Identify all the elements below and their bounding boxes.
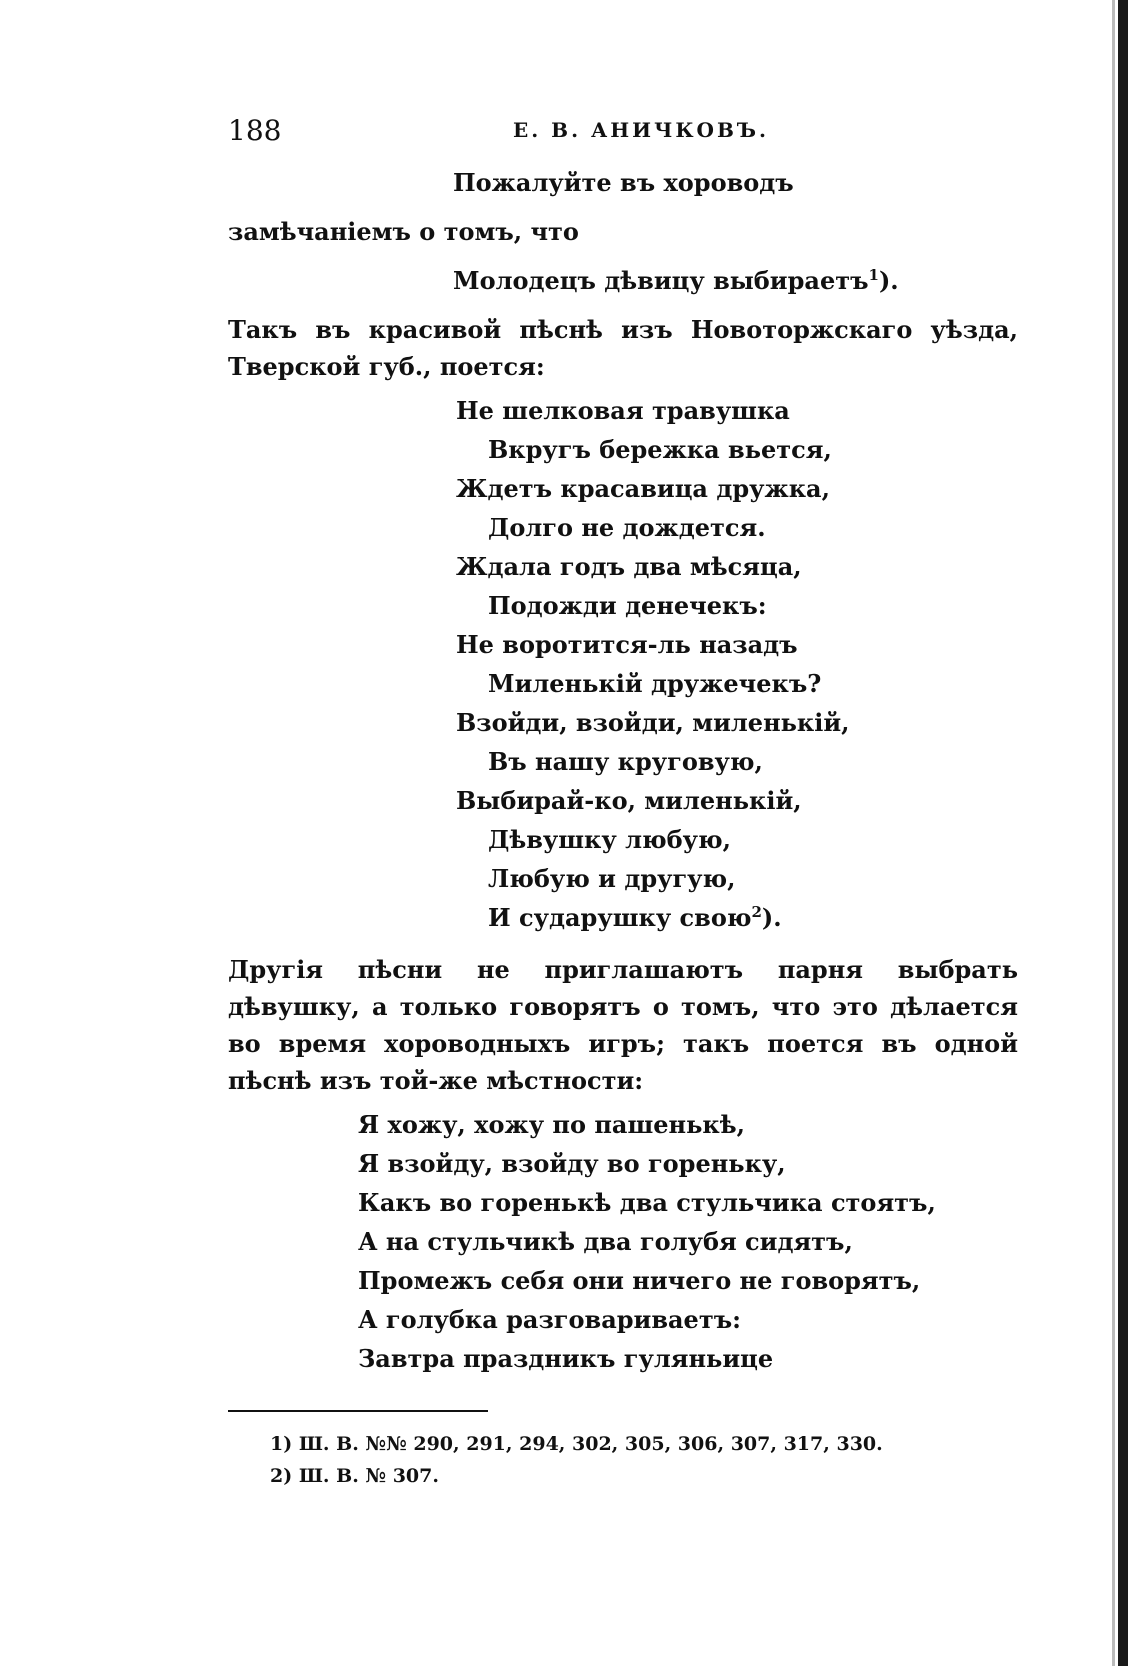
quoted-line-3-text: Молодецъ дѣвицу выбираетъ bbox=[453, 266, 869, 295]
verse-line: А на стульчикѣ два голубя сидятъ, bbox=[358, 1227, 853, 1256]
verse-line: Завтра праздникъ гуляньице bbox=[358, 1344, 774, 1373]
verse-line: Дѣвушку любую, bbox=[488, 825, 731, 854]
verse-line: Долго не дождется. bbox=[488, 513, 766, 542]
text-line-2: замѣчаніемъ о томъ, что bbox=[228, 217, 579, 246]
verse-line: Взойди, взойди, миленькій, bbox=[456, 708, 850, 737]
verse-line-last bbox=[228, 898, 1018, 937]
verse-block-1 bbox=[228, 391, 1018, 937]
paragraph-2: Другія пѣсни не приглашаютъ парня выбрать дѣвушку, а только говорятъ о томъ, что это дѣлается во время хороводныхъ игръ; такъ поется въ одной пѣснѣ изъ той-же мѣстности: bbox=[228, 955, 1018, 1095]
page-content bbox=[228, 112, 1018, 1392]
verse-line: Промежъ себя они ничего не говорятъ, bbox=[358, 1266, 921, 1295]
scan-edge-shadow bbox=[1112, 0, 1115, 1666]
verse-line: Какъ во горенькѣ два стульчика стоятъ, bbox=[358, 1188, 936, 1217]
verse-line: Любую и другую, bbox=[488, 864, 736, 893]
verse-line: А голубка разговариваетъ: bbox=[358, 1305, 741, 1334]
verse-line: Ждала годъ два мѣсяца, bbox=[456, 552, 802, 581]
quoted-line-1: Пожалуйте въ хороводъ bbox=[453, 168, 794, 197]
verse-line: Подожди денечекъ: bbox=[488, 591, 767, 620]
footnotes bbox=[270, 1428, 883, 1492]
verse-line-last-tail: ). bbox=[761, 903, 782, 932]
quoted-line-3-tail: ). bbox=[878, 266, 899, 295]
verse-line: Я взойду, взойду во гореньку, bbox=[358, 1149, 786, 1178]
footnote-2: 2) Ш. В. № 307. bbox=[270, 1465, 439, 1487]
footnote-divider bbox=[228, 1410, 488, 1412]
verse-line: Не шелковая травушка bbox=[456, 396, 790, 425]
verse-block-2 bbox=[228, 1105, 1018, 1378]
footnote-ref-2: 2 bbox=[751, 903, 762, 921]
paragraph-1: Такъ въ красивой пѣснѣ изъ Новоторжскаго уѣзда, Тверской губ., поется: bbox=[228, 315, 1018, 381]
verse-line: Ждетъ красавица дружка, bbox=[456, 474, 830, 503]
verse-line: Въ нашу круговую, bbox=[488, 747, 763, 776]
footnote-1: 1) Ш. В. №№ 290, 291, 294, 302, 305, 306, 307, 317, 330. bbox=[270, 1433, 883, 1455]
page-header bbox=[228, 112, 1018, 152]
footnote-ref-1: 1 bbox=[868, 266, 879, 284]
verse-line: Не воротится-ль назадъ bbox=[456, 630, 798, 659]
verse-line: Я хожу, хожу по пашенькѣ, bbox=[358, 1110, 745, 1139]
quoted-line-3 bbox=[228, 262, 1018, 299]
verse-line-last-text: И сударушку свою bbox=[488, 903, 752, 932]
page-number: 188 bbox=[228, 114, 282, 147]
verse-line: Выбирай-ко, миленькій, bbox=[456, 786, 802, 815]
scan-edge-bar bbox=[1118, 0, 1128, 1666]
verse-line: Миленькій дружечекъ? bbox=[488, 669, 822, 698]
running-head: Е. В. АНИЧКОВЪ. bbox=[513, 118, 769, 142]
verse-line: Вкругъ бережка вьется, bbox=[488, 435, 832, 464]
